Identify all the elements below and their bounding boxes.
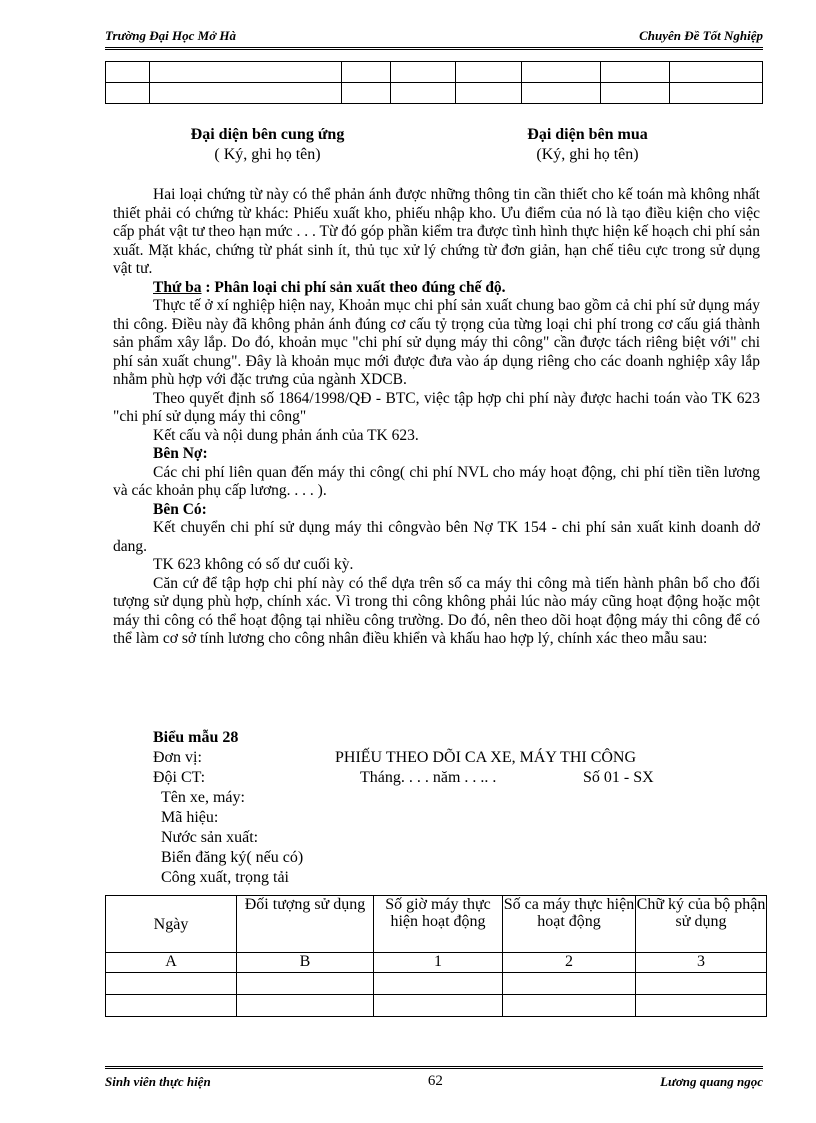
form-country: Nước sản xuất: <box>161 829 259 846</box>
form-vehicle-name: Tên xe, máy: <box>161 789 245 806</box>
paragraph: Các chi phí liên quan đến máy thi công( chi phí NVL cho máy hoạt động, chi phí tiền tiền lương và các khoản phụ cấp lương. . . . ). <box>113 463 760 499</box>
paragraph: Kết cấu và nội dung phản ánh của TK 623. <box>153 426 419 444</box>
buyer-signature <box>500 125 675 165</box>
table-header-row <box>106 896 767 953</box>
form-capacity: Công xuất, trọng tải <box>161 869 289 886</box>
table-row <box>106 83 763 104</box>
paragraph: Thực tế ở xí nghiệp hiện nay, Khoản mục chi phí sản xuất chung bao gồm cả chi phí sử dụng máy thi công. Điều này đã không phản ánh đúng cơ cấu tỷ trọng của từng loại chi phí trong cơ cấu giá thành sản phẩm xây lắp. Do đó, khoản mục "chi phí sử dụng máy thi công" cần được tách riêng biệt với" chi phí sản xuất chung". Đây là khoản mục mới được đưa vào áp dụng riêng cho các doanh nghiệp xây lắp nhằm phù hợp với đặc trưng của ngành XDCB. <box>113 297 760 388</box>
paragraph: Kết chuyển chi phí sử dụng máy thi côngvào bên Nợ TK 154 - chi phí sản xuất kinh doanh dở dang. <box>113 519 760 555</box>
page-footer <box>105 1066 763 1090</box>
debit-heading: Bên Nợ: <box>153 445 208 462</box>
credit-heading: Bên Có: <box>153 500 207 518</box>
form-header <box>105 728 763 888</box>
col-code: B <box>237 953 374 973</box>
col-code: 2 <box>503 953 636 973</box>
machine-shift-table <box>105 895 767 1017</box>
supplier-title: Đại diện bên cung ứng <box>190 126 345 143</box>
paragraph: TK 623 không có số dư cuối kỳ. <box>153 556 354 573</box>
col-code: 3 <box>636 953 767 973</box>
form-number: Số 01 - SX <box>583 769 654 786</box>
header-school: Trường Đại Học Mở Hà <box>105 28 237 43</box>
col-code: A <box>106 953 237 973</box>
col-header: Số ca máy thực hiện hoạt động <box>503 896 636 953</box>
table-row <box>106 995 767 1017</box>
body-text <box>113 186 760 649</box>
form-month: Tháng. . . . năm . . .. . <box>360 769 497 786</box>
form-team: Đội CT: <box>153 769 206 786</box>
form-plate: Biển đăng ký( nếu có) <box>161 849 304 866</box>
footer-author: Lương quang ngọc <box>660 1073 763 1089</box>
top-table-fragment <box>105 61 763 104</box>
col-header: Số giờ máy thực hiện hoạt động <box>374 896 503 953</box>
buyer-title: Đại diện bên mua <box>527 126 648 143</box>
form-unit: Đơn vị: <box>153 749 202 766</box>
form-label: Biểu mẫu 28 <box>153 729 239 746</box>
paragraph: Căn cứ để tập hợp chi phí này có thể dựa trên số ca máy thi công mà tiến hành phân bổ cho đối tượng sử dụng phù hợp, chính xác. Vì trong thi công không phải lúc nào máy cũng hoạt động hoặc một máy thi công có thể hoạt động tại nhiều công trường. Do đó, nên theo dõi hoạt động máy thi công để có thể làm cơ sở tính lương cho công nhân điều khiển và khấu hao hợp lý, chính xác theo mẫu sau: <box>113 574 760 647</box>
col-header: Chữ ký của bộ phận sử dụng <box>636 896 767 953</box>
footer-student-label: Sinh viên thực hiện <box>105 1073 211 1089</box>
heading-label: Thứ ba <box>153 278 202 296</box>
paragraph: Hai loại chứng từ này có thể phản ánh được những thông tin cần thiết cho kế toán mà không nhất thiết phải có chứng từ khác: Phiếu xuất kho, phiếu nhập kho. Ưu điểm của nó là tạo điều kiện cho việc cấp phát vật tư theo hạn mức . . . Từ đó góp phần kiểm tra được tình hình thực hiện kế hoạch chi phí sản xuất. Mặt khác, chứng từ phát sinh ít, thủ tục xử lý chứng từ đơn giản, hạn chế tiêu cực trong sử dụng vật tư. <box>113 186 760 277</box>
table-row <box>106 62 763 83</box>
buyer-note: (Ký, ghi họ tên) <box>536 146 639 163</box>
table-row <box>106 973 767 995</box>
col-header: Đối tượng sử dụng <box>237 896 374 953</box>
supplier-note: ( Ký, ghi họ tên) <box>214 146 321 163</box>
page-number: 62 <box>427 1073 443 1089</box>
page-header <box>105 28 763 50</box>
form-code: Mã hiệu: <box>161 809 219 826</box>
paragraph: Theo quyết định số 1864/1998/QĐ - BTC, việc tập hợp chi phí này được hachi toán vào TK 623 "chi phí sử dụng máy thi công" <box>113 389 760 425</box>
heading-text: : Phân loại chi phí sản xuất theo đúng chế độ. <box>201 278 506 296</box>
col-header: Ngày <box>106 896 237 953</box>
form-title: PHIẾU THEO DÕI CA XE, MÁY THI CÔNG <box>335 749 637 766</box>
section-heading <box>113 279 760 298</box>
header-topic: Chuyên Đề Tốt Nghiệp <box>639 28 763 43</box>
col-code: 1 <box>374 953 503 973</box>
supplier-signature <box>165 125 370 165</box>
table-row <box>106 953 767 973</box>
